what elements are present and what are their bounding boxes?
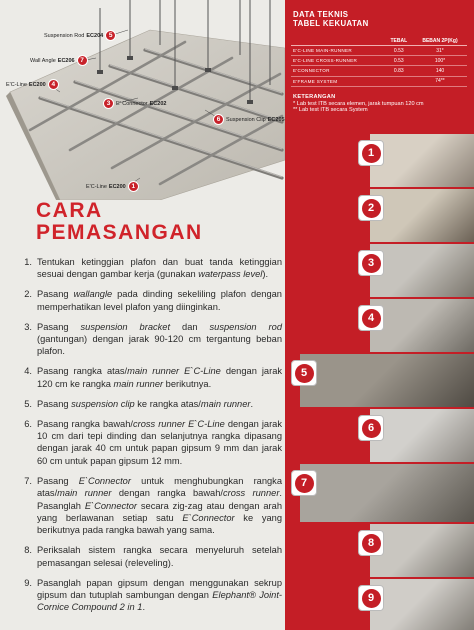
callout-code: EC204: [86, 32, 104, 39]
step-photo-8: [370, 522, 474, 577]
table-cell: 31*: [413, 46, 467, 56]
step-text-part: untuk menghubungkan rangka atas/: [37, 475, 283, 499]
photo-number-badge: [358, 140, 384, 166]
step-text: [37, 256, 282, 281]
heading-line-1: CARA: [36, 199, 103, 222]
step-text-part: dengan rangka bawah/: [111, 488, 223, 499]
table-cell: E'C-LINE CROSS-RUNNER: [291, 56, 385, 66]
callout-code: EC202: [149, 100, 167, 107]
step-number: 7.: [24, 475, 32, 486]
note-line: * Lab test ITB secara elemen, jarak tumpuan 120 cm: [293, 100, 424, 107]
step-photo-6: [370, 407, 474, 462]
step-text-part: Tentukan ketinggian plafon dan buat tanda ketinggian sesuai dengan gambar kerja (gunakan: [37, 257, 282, 280]
note-line: ** Lab test ITB secara System: [293, 107, 368, 114]
strength-table: [291, 36, 467, 87]
step-text-italic: E`Connector: [182, 512, 235, 523]
step-text-italic: suspension bracket: [80, 321, 171, 332]
callout-wall-angle: [30, 55, 88, 66]
step-photo-5: [300, 352, 474, 407]
photo-image: [370, 299, 474, 352]
table-cell: E'C-LINE MAIN-RUNNER: [291, 46, 385, 56]
callout-label: E'C-Line: [6, 81, 27, 88]
photo-number-badge: [358, 250, 384, 276]
callout-label: Wall Angle: [30, 57, 56, 64]
ceiling-frame-diagram: [0, 0, 285, 200]
step-number: 6.: [24, 418, 32, 429]
heading-line-2: PEMASANGAN: [36, 221, 203, 244]
step-text-part: ke rangka atas/: [134, 398, 201, 409]
table-cell: 100*: [413, 56, 467, 66]
table-header-row: [291, 36, 467, 46]
step-text-part: Periksalah sistem rangka secara menyeluruh setelah pemasangan selesai (releveling).: [37, 545, 282, 568]
step-text: [37, 398, 282, 410]
callout-ec-line-top: [6, 79, 59, 90]
table-cell: 0.53: [385, 46, 413, 56]
photo-number: 4: [362, 309, 381, 328]
step-photo-strip: [300, 132, 474, 630]
photo-number: 8: [362, 534, 381, 553]
step-number: 1.: [24, 257, 32, 267]
callout-suspension-clip: [213, 114, 285, 125]
step-number: 2.: [24, 289, 32, 300]
list-item: [20, 288, 282, 313]
step-text-italic: main runner: [113, 378, 164, 389]
table-row: [291, 66, 467, 76]
step-number: 8.: [24, 545, 32, 556]
table-row: [291, 46, 467, 56]
callout-e-connector: [103, 98, 166, 109]
callout-number-badge: 7: [77, 55, 88, 66]
step-photo-4: [370, 297, 474, 352]
photo-image: [370, 409, 474, 462]
step-text-part: pada dinding sekeliling plafon dengan memperhatikan level plafon yang diinginkan.: [37, 289, 282, 312]
list-item: [20, 398, 282, 410]
table-header-cell: [291, 36, 385, 46]
list-item: [20, 475, 282, 537]
step-text-part: Pasang rangka atas/: [37, 366, 128, 377]
list-item: [20, 256, 282, 281]
table-header-cell: BEBAN 2P(Kg): [413, 36, 467, 46]
step-photo-3: [370, 242, 474, 297]
list-item: [20, 321, 282, 358]
photo-number: 6: [362, 419, 381, 438]
technical-data-title: [293, 10, 369, 28]
photo-number: 7: [295, 474, 314, 493]
table-cell: [385, 76, 413, 86]
step-text-part: Pasang: [37, 321, 81, 332]
step-photo-1: [370, 132, 474, 187]
step-text-part: .: [250, 398, 254, 409]
callout-number-badge: 6: [213, 114, 224, 125]
step-text-italic: main runner: [57, 488, 112, 499]
installation-steps-list: [20, 256, 282, 621]
step-text-italic: E`Connector: [84, 500, 138, 511]
notes-title: KETERANGAN: [293, 94, 336, 100]
table-row: [291, 56, 467, 66]
technical-data-panel: [285, 0, 474, 630]
title-tabel-kekuatan: TABEL KEKUATAN: [293, 19, 369, 28]
photo-image: [370, 189, 474, 242]
callout-ec-line-bottom: [86, 181, 139, 192]
callout-label: Suspension Rod: [44, 32, 85, 39]
list-item: [20, 577, 282, 614]
step-text-part: (gantungan) dengan jarak 90-120 cm tergantung beban plafon.: [37, 334, 282, 357]
list-item: [20, 365, 282, 390]
step-text-part: dengan jarak 120 cm ke rangka: [37, 366, 283, 389]
callout-suspension-rod: [44, 30, 116, 41]
table-header-cell: TEBAL: [385, 36, 413, 46]
callout-code: EC205: [267, 116, 285, 123]
callout-number-badge: 3: [103, 98, 114, 109]
callout-number-badge: 4: [48, 79, 59, 90]
photo-number-badge: [291, 360, 317, 386]
photo-image: [370, 579, 474, 630]
step-text-italic: suspension clip: [71, 398, 135, 409]
table-cell: 0.53: [385, 56, 413, 66]
callout-label: E'C-Line: [86, 183, 107, 190]
step-text-part: ).: [262, 269, 269, 280]
photo-number-badge: [358, 585, 384, 611]
step-number: 4.: [24, 366, 32, 377]
photo-number-badge: [358, 415, 384, 441]
step-text-part: berikutnya.: [163, 378, 212, 389]
table-cell: 140: [413, 66, 467, 76]
step-text-part: secara zig-zag atau dengan arah yang berlawanan setiap satu: [37, 500, 282, 523]
step-text-part: ke yang berikutnya pada rangka bawah yang sama.: [37, 512, 282, 536]
step-text-part: Pasang: [37, 475, 79, 486]
step-text-italic: cross runner E`C-Line: [132, 418, 225, 429]
step-text-part: Pasang rangka bawah/: [37, 418, 133, 429]
table-row: [291, 76, 467, 86]
step-photo-7: [300, 462, 474, 522]
photo-number: 1: [362, 144, 381, 163]
photo-number-badge: [358, 195, 384, 221]
photo-number: 5: [295, 364, 314, 383]
step-text: [37, 321, 282, 358]
step-text-part: dan: [170, 321, 210, 332]
step-text-italic: suspension rod: [209, 321, 282, 332]
callout-number-badge: 1: [128, 181, 139, 192]
table-cell: E'FRAME SYSTEM: [291, 76, 385, 86]
callout-code: EC200: [108, 183, 126, 190]
step-text: [37, 544, 282, 569]
step-text-part: dengan jarak 10 cm dari tepi dinding dan selanjutnya rangka dipasang dengan jarak 40 cm untuk papan gipsum 9 mm dan jarak 60 cm untuk papan gipsum 12 mm.: [37, 418, 283, 466]
photo-number: 3: [362, 254, 381, 273]
step-number: 5.: [24, 398, 32, 409]
step-text: [37, 418, 282, 468]
step-text-part: Pasang: [37, 398, 72, 409]
step-text-italic: main runner: [200, 398, 251, 409]
step-text-part: Pasang: [37, 289, 74, 300]
step-text-italic: waterpass level: [198, 269, 263, 280]
step-text-part: .: [142, 602, 146, 613]
section-heading: [36, 200, 203, 244]
title-data-teknis: DATA TEKNIS: [293, 10, 349, 19]
step-text: [37, 288, 282, 313]
step-text-italic: E`Connector: [78, 475, 131, 486]
table-cell: E'CONNECTOR: [291, 66, 385, 76]
callout-code: EC200: [28, 81, 46, 88]
photo-number-badge: [358, 530, 384, 556]
step-text-part: . Pasanglah: [37, 488, 283, 511]
step-text-italic: cross runner: [222, 488, 280, 499]
table-notes: [293, 94, 424, 114]
photo-image: [300, 464, 474, 522]
callout-label: E' Connector: [116, 100, 148, 107]
photo-number: 2: [362, 199, 381, 218]
photo-image: [370, 524, 474, 577]
step-text: [37, 475, 282, 537]
step-text: [37, 365, 282, 390]
step-photo-2: [370, 187, 474, 242]
step-photo-9: [370, 577, 474, 630]
table-cell: 0.83: [385, 66, 413, 76]
photo-image: [370, 244, 474, 297]
photo-image: [370, 134, 474, 187]
callout-label: Suspension Clip: [226, 116, 266, 123]
callout-code: EC206: [57, 57, 75, 64]
table-cell: 74**: [413, 76, 467, 86]
step-number: 9.: [24, 577, 32, 588]
photo-number-badge: [291, 470, 317, 496]
step-text-italic: wallangle: [73, 289, 113, 300]
step-text: [37, 577, 282, 614]
list-item: [20, 544, 282, 569]
step-text-part: Pasanglah papan gipsum dengan menggunakan sekrup gipsum dan tutuplah sambungan dengan: [37, 577, 282, 600]
step-number: 3.: [24, 321, 32, 332]
photo-image: [300, 354, 474, 407]
callout-number-badge: 5: [105, 30, 116, 41]
step-text-italic: Elephant® Joint-Cornice Compound 2 in 1: [37, 589, 283, 613]
list-item: [20, 418, 282, 468]
photo-number: 9: [362, 589, 381, 608]
step-text-italic: main runner E`C-Line: [127, 366, 221, 377]
photo-number-badge: [358, 305, 384, 331]
